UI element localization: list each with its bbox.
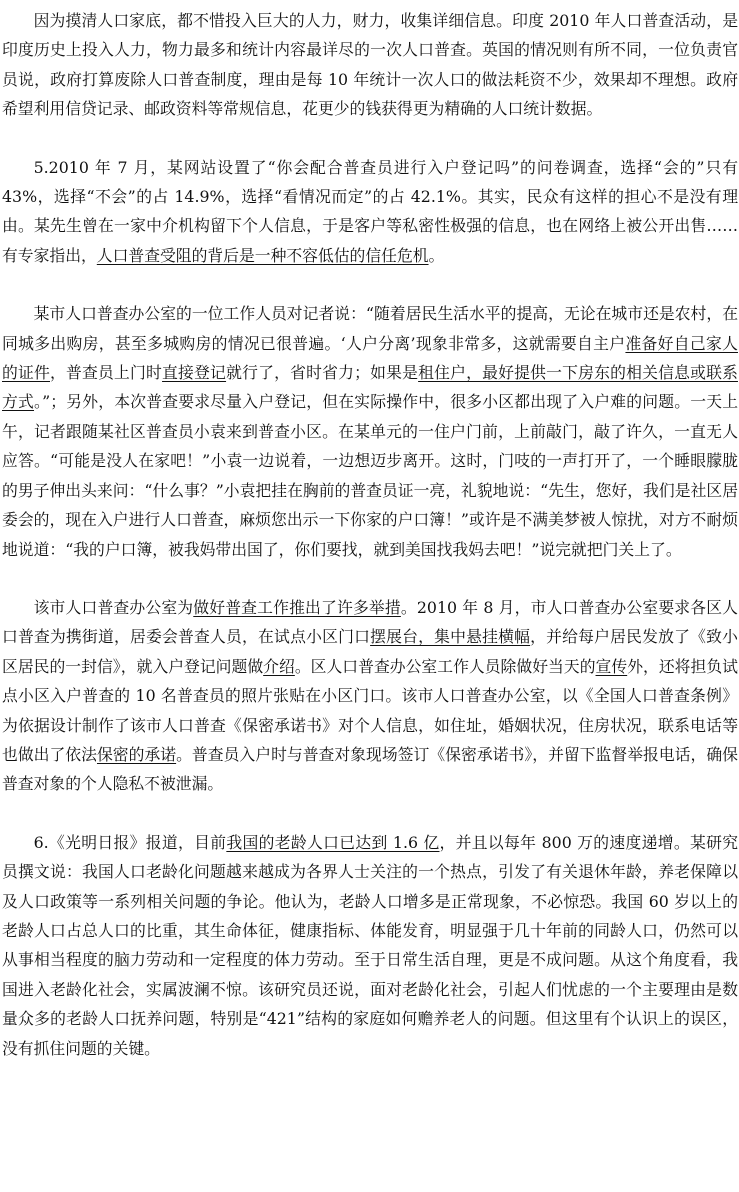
underlined-text: 摆展台，集中悬挂横幅 [370,627,531,647]
underlined-text: 直接登记 [162,363,227,383]
underlined-text: 保密的承诺 [96,744,177,764]
text-run: 。区人口普查办公室工作人员除做好当天的 [294,656,596,676]
underlined-text: 我国的老龄人口已达到 1.6 亿 [226,832,440,852]
paragraph-2 [2,153,738,271]
paragraph-gap [2,270,738,299]
underlined-text: 租住户，最好提供一下房东的相关信息或联系方式 [2,363,738,412]
text-run: ，并且以每年 800 万的速度递增。某研究员撰文说：我国人口老龄化问题越来越成为各界人士关注的一个热点，引发了有关退休年龄，养老保障以及人口政策等一系列相关问题的争论。他认为，老龄人口增多是正常现象，不必惊恐。我国 60 岁以上的老龄人口占总人口的比重，其生命体征，健康指标、体能发育，明显强于几十年前的同龄人口，仍然可以从事相当程度的脑力劳动和一定程度的体力劳动。至于日常生活自理，更是不成问题。从这个角度看，我国进入老龄化社会，实属波澜不惊。该研究员还说，面对老龄化社会，引起人们忧虑的一个主要理由是数量众多的老龄人口抚养问题，特别是“421”结构的家庭如何赡养老人的问题。但这里有个认识上的误区，没有抓住问题的关键。 [2,832,738,1058]
paragraph-1 [2,6,738,124]
underlined-text: 宣传 [595,656,628,676]
text-run: 该市人口普查办公室为 [33,597,194,617]
document-page [2,6,738,1063]
underlined-text: 准备好自己家人的证件 [2,333,738,383]
text-run: 某市人口普查办公室的一位工作人员对记者说：“随着居民生活水平的提高，无论在城市还是农村，在同城多出购房，甚至多城购房的情况已很普遍。‘人户分离’现象非常多，这就需要自主户 [2,304,738,353]
paragraph-4 [2,593,738,799]
text-run: ，并给每户居民发放了《致小区居民的一封信》，就入户登记问题做 [2,627,738,676]
paragraph-3 [2,299,738,564]
paragraph-gap [2,799,738,828]
text-run: 外，还将担负试点小区入户普查的 10 名普查员的照片张贴在小区门口。该市人口普查办公室，以《全国人口普查条例》为依据设计制作了该市人口普查《保密承诺书》对个人信息，如住址，婚姻状况，住房状况，联系电话等也做出了依法 [2,656,738,764]
paragraph-gap [2,564,738,593]
underlined-text: 做好普查工作推出了许多举措 [193,597,401,617]
underlined-text: 介绍 [263,656,295,676]
text-run: 因为摸清人口家底，都不惜投入巨大的人力，财力，收集详细信息。印度 2010 年人口普查活动，是印度历史上投入人力，物力最多和统计内容最详尽的一次人口普查。英国的情况则有所不同，一位负责官员说，政府打算废除人口普查制度，理由是每 10 年统计一次人口的做法耗资不少，效果却不理想。政府希望利用信贷记录、邮政资料等常规信息，花更少的钱获得更为精确的人口统计数据。 [2,11,738,119]
text-run: 6.《光明日报》报道，目前 [33,832,227,852]
text-run: ，普查员上门时 [50,363,163,383]
text-run: 5.2010 年 7 月，某网站设置了“你会配合普查员进行入户登记吗”的问卷调查，选择“会的”只有 43%，选择“不会”的占 14.9%，选择“看情况而定”的占 42.1%。其实，民众有这样的担心不是没有理由。某先生曾在一家中介机构留下个人信息，于是客户等私密性极强的信息，也在网络上被公开出售……有专家指出， [2,157,738,265]
paragraph-5 [2,828,738,1063]
text-run: 。 [428,245,445,265]
text-run: 。普查员入户时与普查对象现场签订《保密承诺书》，并留下监督举报电话，确保普查对象的个人隐私不被泄漏。 [2,744,738,794]
text-run: 。”；另外，本次普查要求尽量入户登记，但在实际操作中，很多小区都出现了入户难的问题。一天上午，记者跟随某社区普查员小袁来到普查小区。在某单元的一住户门前，上前敲门，敲了许久，一直无人应答。“可能是没人在家吧！”小袁一边说着，一边想迈步离开。这时，门吱的一声打开了，一个睡眼朦胧的男子伸出头来问：“什么事？”小袁把挂在胸前的普查员证一亮，礼貌地说：“先生，您好，我们是社区居委会的，现在入户进行人口普查，麻烦您出示一下你家的户口簿！”或许是不满美梦被人惊扰，对方不耐烦地说道：“我的户口簿，被我妈带出国了，你们要找，就到美国找我妈去吧！”说完就把门关上了。 [2,392,738,559]
text-run: 。2010 年 8 月，市人口普查办公室要求各区人口普查为携街道，居委会普查人员，在试点小区门口 [2,597,738,647]
underlined-text: 人口普查受阻的背后是一种不容低估的信任危机 [96,245,429,265]
text-run: 就行了，省时省力；如果是 [226,363,419,383]
paragraph-gap [2,124,738,153]
